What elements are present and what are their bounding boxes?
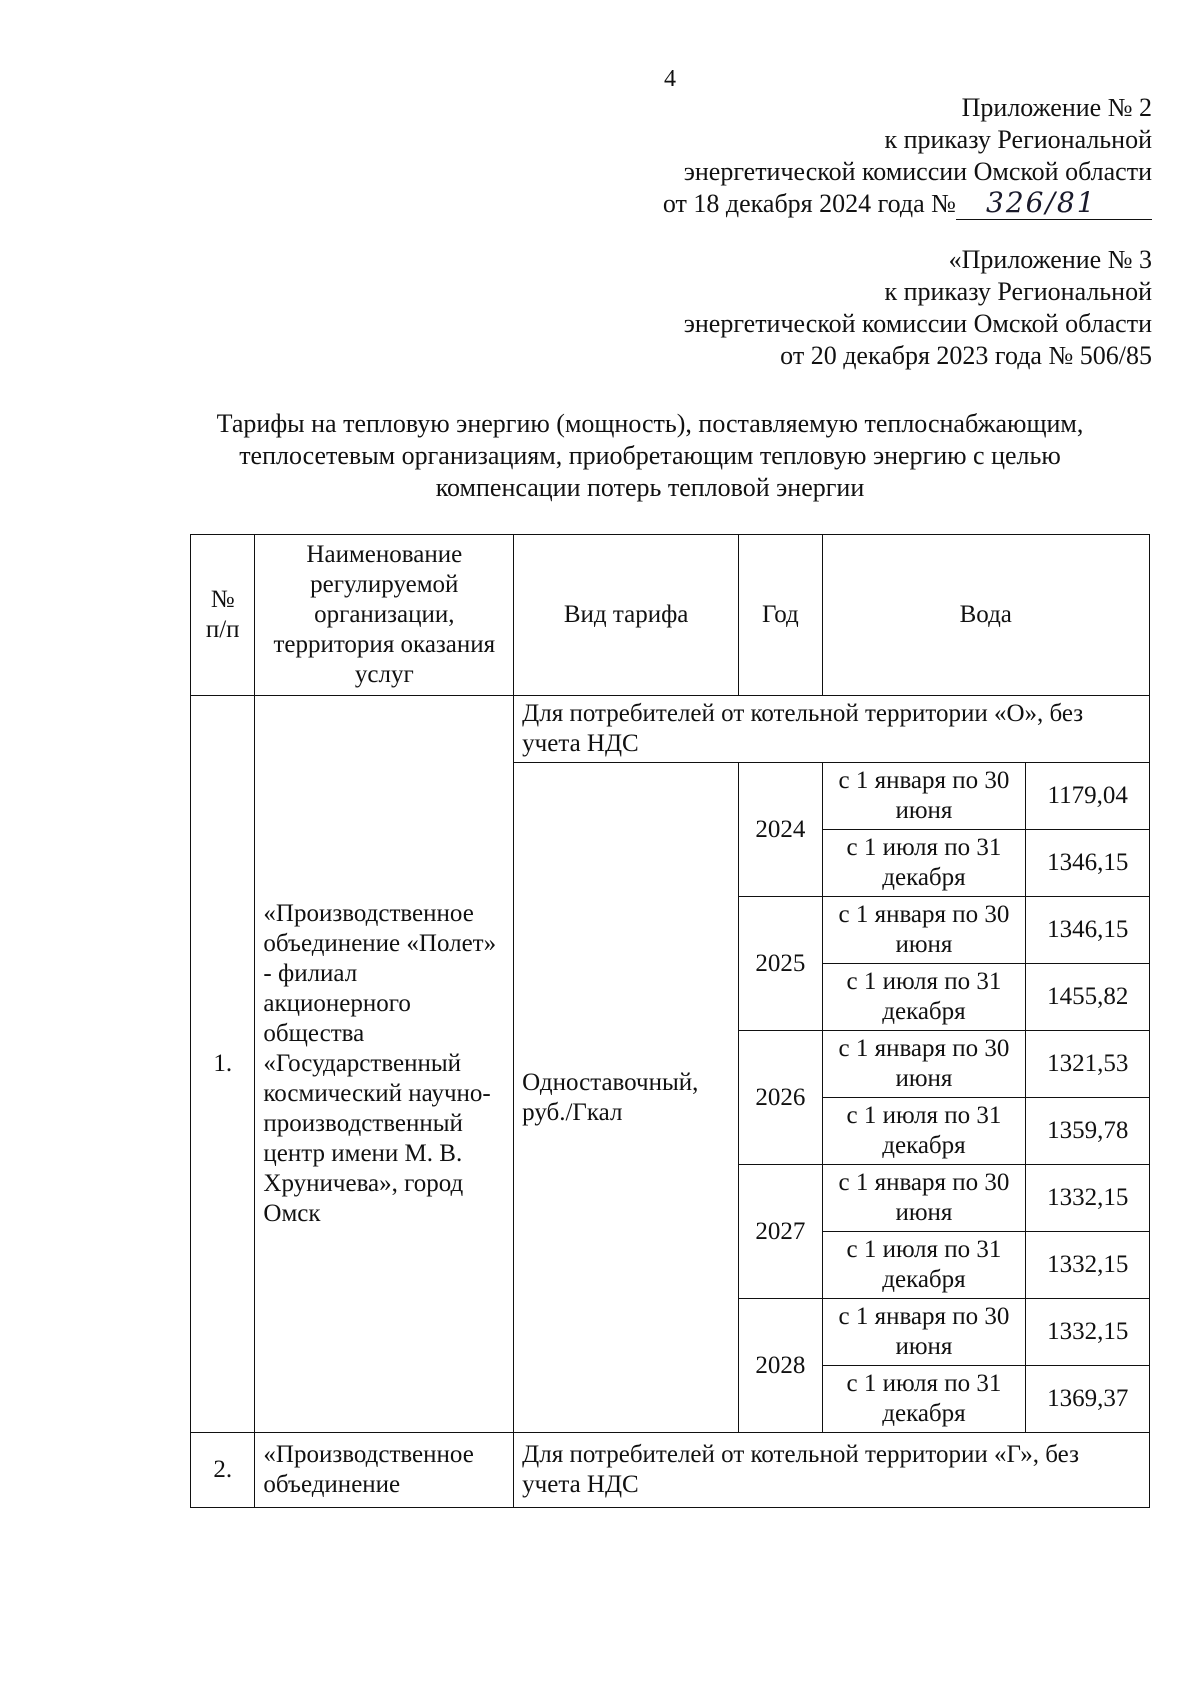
row2-num: 2. <box>191 1433 255 1508</box>
period-cell: с 1 января по 30 июня <box>822 1165 1026 1232</box>
year-cell: 2025 <box>739 897 822 1031</box>
value-cell: 1369,37 <box>1026 1366 1150 1433</box>
table-row <box>191 1433 1150 1508</box>
period-cell: с 1 января по 30 июня <box>822 763 1026 830</box>
table-header-row <box>191 535 1150 696</box>
period-cell: с 1 января по 30 июня <box>822 1299 1026 1366</box>
annex-current-line4 <box>663 188 1152 220</box>
period-cell: с 1 июля по 31 декабря <box>822 1232 1026 1299</box>
row1-tariff-type: Одноставочный, руб./Гкал <box>514 763 739 1433</box>
period-cell: с 1 января по 30 июня <box>822 1031 1026 1098</box>
order-number-field <box>956 186 1152 220</box>
document-title <box>170 408 1130 504</box>
period-cell: с 1 июля по 31 декабря <box>822 1098 1026 1165</box>
row1-section: Для потребителей от котельной территории «О», без учета НДС <box>514 696 1150 763</box>
title-line3: компенсации потерь тепловой энергии <box>435 473 865 502</box>
annex-current-line2: к приказу Региональной <box>884 125 1152 154</box>
tariff-table <box>190 534 1150 1508</box>
year-cell: 2028 <box>739 1299 822 1433</box>
handwritten-order-number: 326/81 <box>986 186 1097 219</box>
table-row <box>191 696 1150 763</box>
year-cell: 2027 <box>739 1165 822 1299</box>
header-year: Год <box>739 535 822 696</box>
value-cell: 1346,15 <box>1026 897 1150 964</box>
period-cell: с 1 января по 30 июня <box>822 897 1026 964</box>
annex-previous-line4: от 20 декабря 2023 года № 506/85 <box>780 341 1152 370</box>
title-line2: теплосетевым организациям, приобретающим тепловую энергию с целью <box>239 441 1061 470</box>
row2-section: Для потребителей от котельной территории «Г», без учета НДС <box>514 1433 1150 1508</box>
row2-org: «Производственное объединение <box>255 1433 514 1508</box>
value-cell: 1332,15 <box>1026 1232 1150 1299</box>
header-org: Наименование регулируемой организации, территория оказания услуг <box>255 535 514 696</box>
annex-previous-header <box>684 244 1152 372</box>
header-water: Вода <box>822 535 1149 696</box>
annex-current-header <box>663 92 1152 220</box>
value-cell: 1332,15 <box>1026 1165 1150 1232</box>
annex-current-line1: Приложение № 2 <box>961 93 1152 122</box>
period-cell: с 1 июля по 31 декабря <box>822 830 1026 897</box>
value-cell: 1346,15 <box>1026 830 1150 897</box>
year-cell: 2024 <box>739 763 822 897</box>
period-cell: с 1 июля по 31 декабря <box>822 964 1026 1031</box>
row1-org: «Производственное объединение «Полет» - филиал акционерного общества «Государственный космический научно-производственный центр имени М. В. Хруничева», город Омск <box>255 696 514 1433</box>
annex-previous-line3: энергетической комиссии Омской области <box>683 309 1152 338</box>
page-number: 4 <box>664 66 676 92</box>
annex-previous-line1: «Приложение № 3 <box>948 245 1152 274</box>
title-line1: Тарифы на тепловую энергию (мощность), поставляемую теплоснабжающим, <box>216 409 1084 438</box>
row1-num: 1. <box>191 696 255 1433</box>
annex-previous-line2: к приказу Региональной <box>884 277 1152 306</box>
value-cell: 1179,04 <box>1026 763 1150 830</box>
annex-current-date: от 18 декабря 2024 года № <box>662 189 956 218</box>
year-cell: 2026 <box>739 1031 822 1165</box>
value-cell: 1359,78 <box>1026 1098 1150 1165</box>
header-num: № п/п <box>191 535 255 696</box>
period-cell: с 1 июля по 31 декабря <box>822 1366 1026 1433</box>
header-tariff-type: Вид тарифа <box>514 535 739 696</box>
value-cell: 1455,82 <box>1026 964 1150 1031</box>
value-cell: 1321,53 <box>1026 1031 1150 1098</box>
value-cell: 1332,15 <box>1026 1299 1150 1366</box>
annex-current-line3: энергетической комиссии Омской области <box>683 157 1152 186</box>
